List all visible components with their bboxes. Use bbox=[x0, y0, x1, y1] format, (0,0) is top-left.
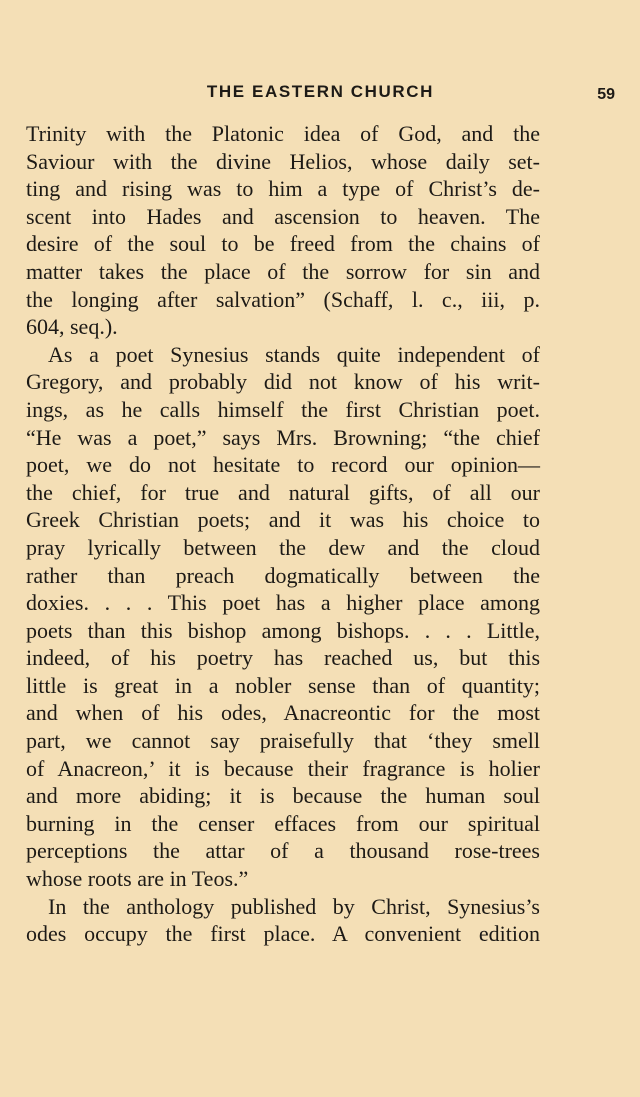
page-number: 59 bbox=[597, 86, 615, 103]
text-line: poets than this bishop among bishops. . . . Little, bbox=[26, 617, 540, 643]
text-line: ings, as he calls himself the first Christian poet. bbox=[26, 396, 540, 422]
paragraph-2 bbox=[26, 341, 540, 893]
text-line: Trinity with the Platonic idea of God, and the bbox=[26, 121, 540, 146]
text-line: burning in the censer effaces from our spiritual bbox=[26, 810, 540, 836]
text-line: little is great in a nobler sense than of quantity; bbox=[26, 672, 540, 698]
text-line: of Anacreon,’ it is because their fragrance is holier bbox=[26, 755, 540, 781]
text-line: Gregory, and probably did not know of his writ- bbox=[26, 369, 540, 395]
text-line: 604, seq.). bbox=[26, 314, 118, 340]
text-line: In the anthology published by Christ, Synesius’s bbox=[48, 893, 540, 919]
text-line: the longing after salvation” (Schaff, l. c., iii, p. bbox=[26, 286, 540, 312]
text-line: Saviour with the divine Helios, whose daily set- bbox=[26, 148, 540, 174]
text-line: matter takes the place of the sorrow for sin and bbox=[26, 258, 540, 284]
text-line: whose roots are in Teos.” bbox=[26, 866, 249, 892]
text-line: and when of his odes, Anacreontic for the most bbox=[26, 700, 540, 726]
text-line: desire of the soul to be freed from the chains of bbox=[26, 231, 540, 257]
text-line: “He was a poet,” says Mrs. Browning; “the chief bbox=[26, 424, 540, 450]
text-line: poet, we do not hesitate to record our opinion— bbox=[26, 452, 540, 478]
text-line: ting and rising was to him a type of Christ’s de- bbox=[26, 176, 540, 202]
text-line: perceptions the attar of a thousand rose-trees bbox=[26, 838, 540, 864]
text-line: indeed, of his poetry has reached us, but this bbox=[26, 645, 540, 671]
text-line: odes occupy the first place. A convenient edition bbox=[26, 921, 540, 947]
paragraph-1 bbox=[26, 120, 540, 341]
text-line: the chief, for true and natural gifts, of all our bbox=[26, 479, 540, 505]
text-line: pray lyrically between the dew and the cloud bbox=[26, 534, 540, 560]
text-line: part, we cannot say praisefully that ‘they smell bbox=[26, 728, 540, 754]
running-head: THE EASTERN CHURCH bbox=[206, 82, 435, 101]
body-text bbox=[26, 120, 540, 948]
text-line: doxies. . . . This poet has a higher place among bbox=[26, 590, 540, 616]
paragraph-3 bbox=[26, 893, 540, 948]
text-line: rather than preach dogmatically between the bbox=[26, 562, 540, 588]
text-line: As a poet Synesius stands quite independent of bbox=[48, 341, 540, 367]
text-line: and more abiding; it is because the human soul bbox=[26, 783, 540, 809]
page-header bbox=[26, 82, 615, 106]
text-line: Greek Christian poets; and it was his choice to bbox=[26, 507, 540, 533]
text-line: scent into Hades and ascension to heaven. The bbox=[26, 203, 540, 229]
